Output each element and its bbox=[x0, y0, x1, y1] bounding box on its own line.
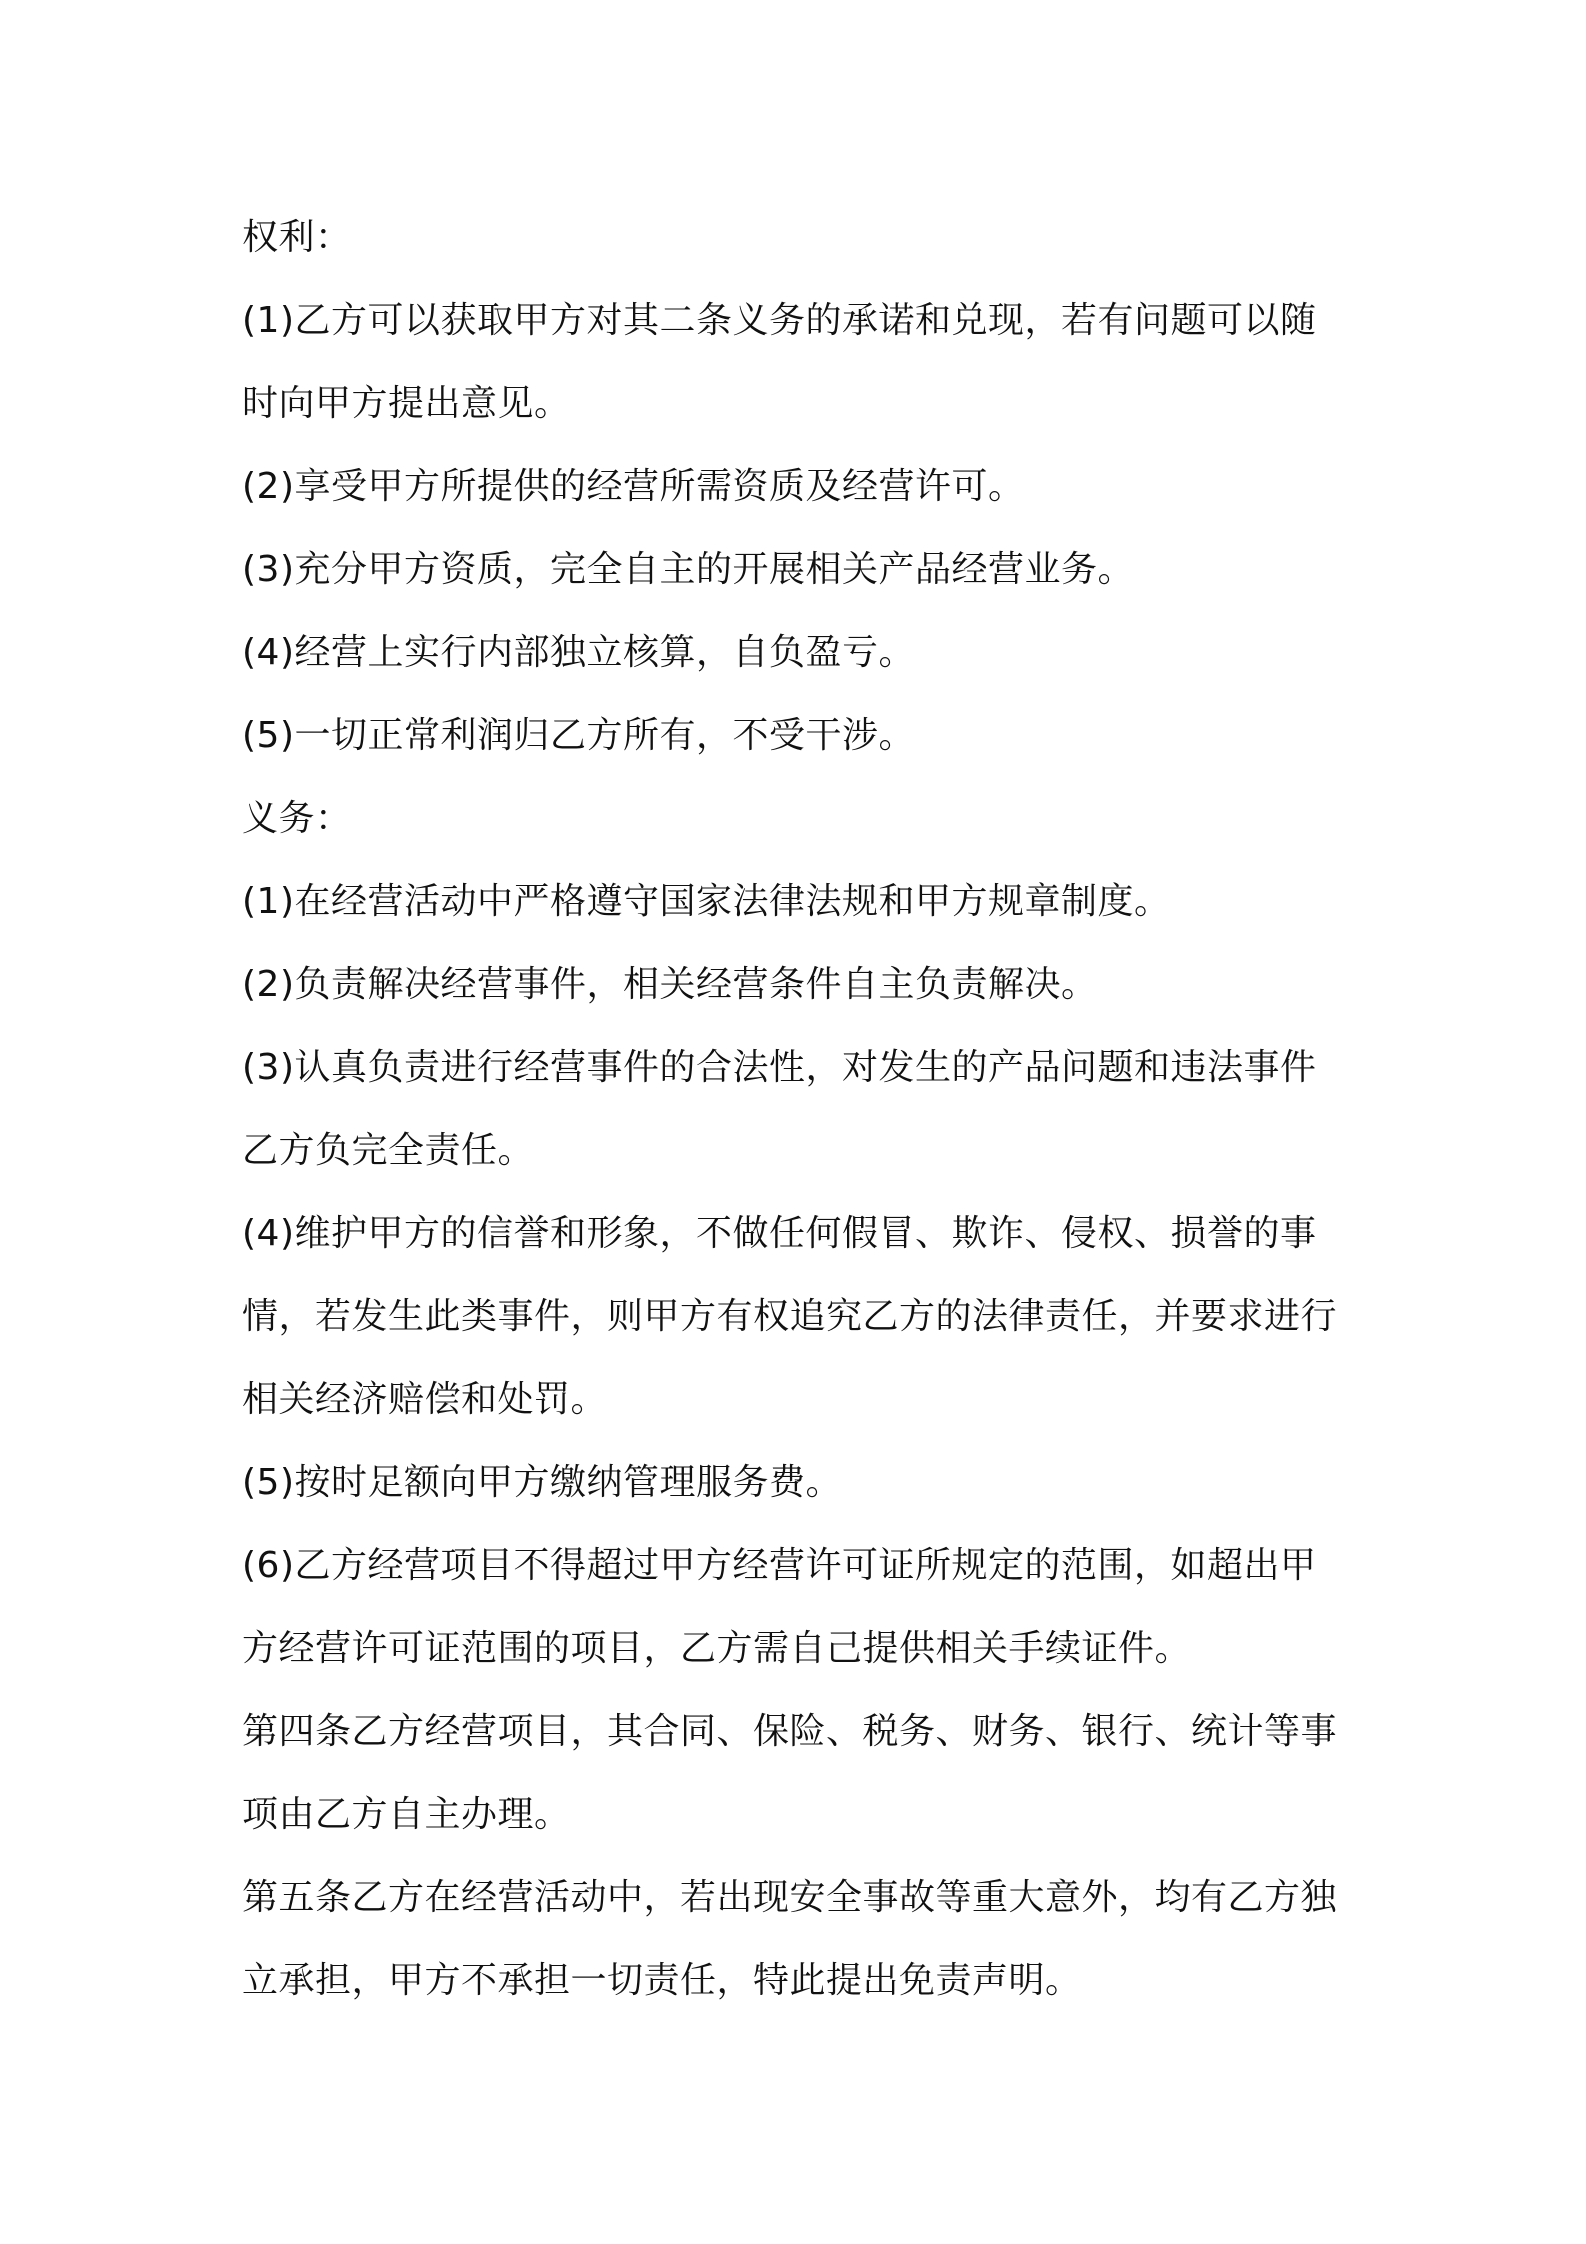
rights-item-1: (1)乙方可以获取甲方对其二条义务的承诺和兑现，若有问题可以随 时向甲方提出意见。 bbox=[242, 300, 1317, 424]
document-body bbox=[242, 196, 1362, 2022]
duties-item-2: (2)负责解决经营事件，相关经营条件自主负责解决。 bbox=[242, 964, 1098, 1005]
rights-item-2: (2)享受甲方所提供的经营所需资质及经营许可。 bbox=[242, 466, 1025, 507]
rights-item-3: (3)充分甲方资质，完全自主的开展相关产品经营业务。 bbox=[242, 549, 1134, 590]
rights-heading: 权利： bbox=[242, 217, 352, 258]
duties-item-3: (3)认真负责进行经营事件的合法性，对发生的产品问题和违法事件 乙方负完全责任。 bbox=[242, 1047, 1317, 1171]
duties-item-4: (4)维护甲方的信誉和形象，不做任何假冒、欺诈、侵权、损誉的事 情，若发生此类事件，则甲方有权追究乙方的法律责任，并要求进行 相关经济赔偿和处罚。 bbox=[242, 1213, 1338, 1420]
article-4: 第四条乙方经营项目，其合同、保险、税务、财务、银行、统计等事 项由乙方自主办理。 bbox=[242, 1711, 1338, 1835]
duties-item-6: (6)乙方经营项目不得超过甲方经营许可证所规定的范围，如超出甲 方经营许可证范围的项目，乙方需自己提供相关手续证件。 bbox=[242, 1545, 1317, 1669]
duties-heading: 义务： bbox=[242, 798, 352, 839]
rights-item-4: (4)经营上实行内部独立核算，自负盈亏。 bbox=[242, 632, 915, 673]
article-5: 第五条乙方在经营活动中，若出现安全事故等重大意外，均有乙方独 立承担，甲方不承担一切责任，特此提出免责声明。 bbox=[242, 1877, 1338, 2001]
rights-item-5: (5)一切正常利润归乙方所有，不受干涉。 bbox=[242, 715, 915, 756]
duties-item-1: (1)在经营活动中严格遵守国家法律法规和甲方规章制度。 bbox=[242, 881, 1171, 922]
duties-item-5: (5)按时足额向甲方缴纳管理服务费。 bbox=[242, 1462, 842, 1503]
